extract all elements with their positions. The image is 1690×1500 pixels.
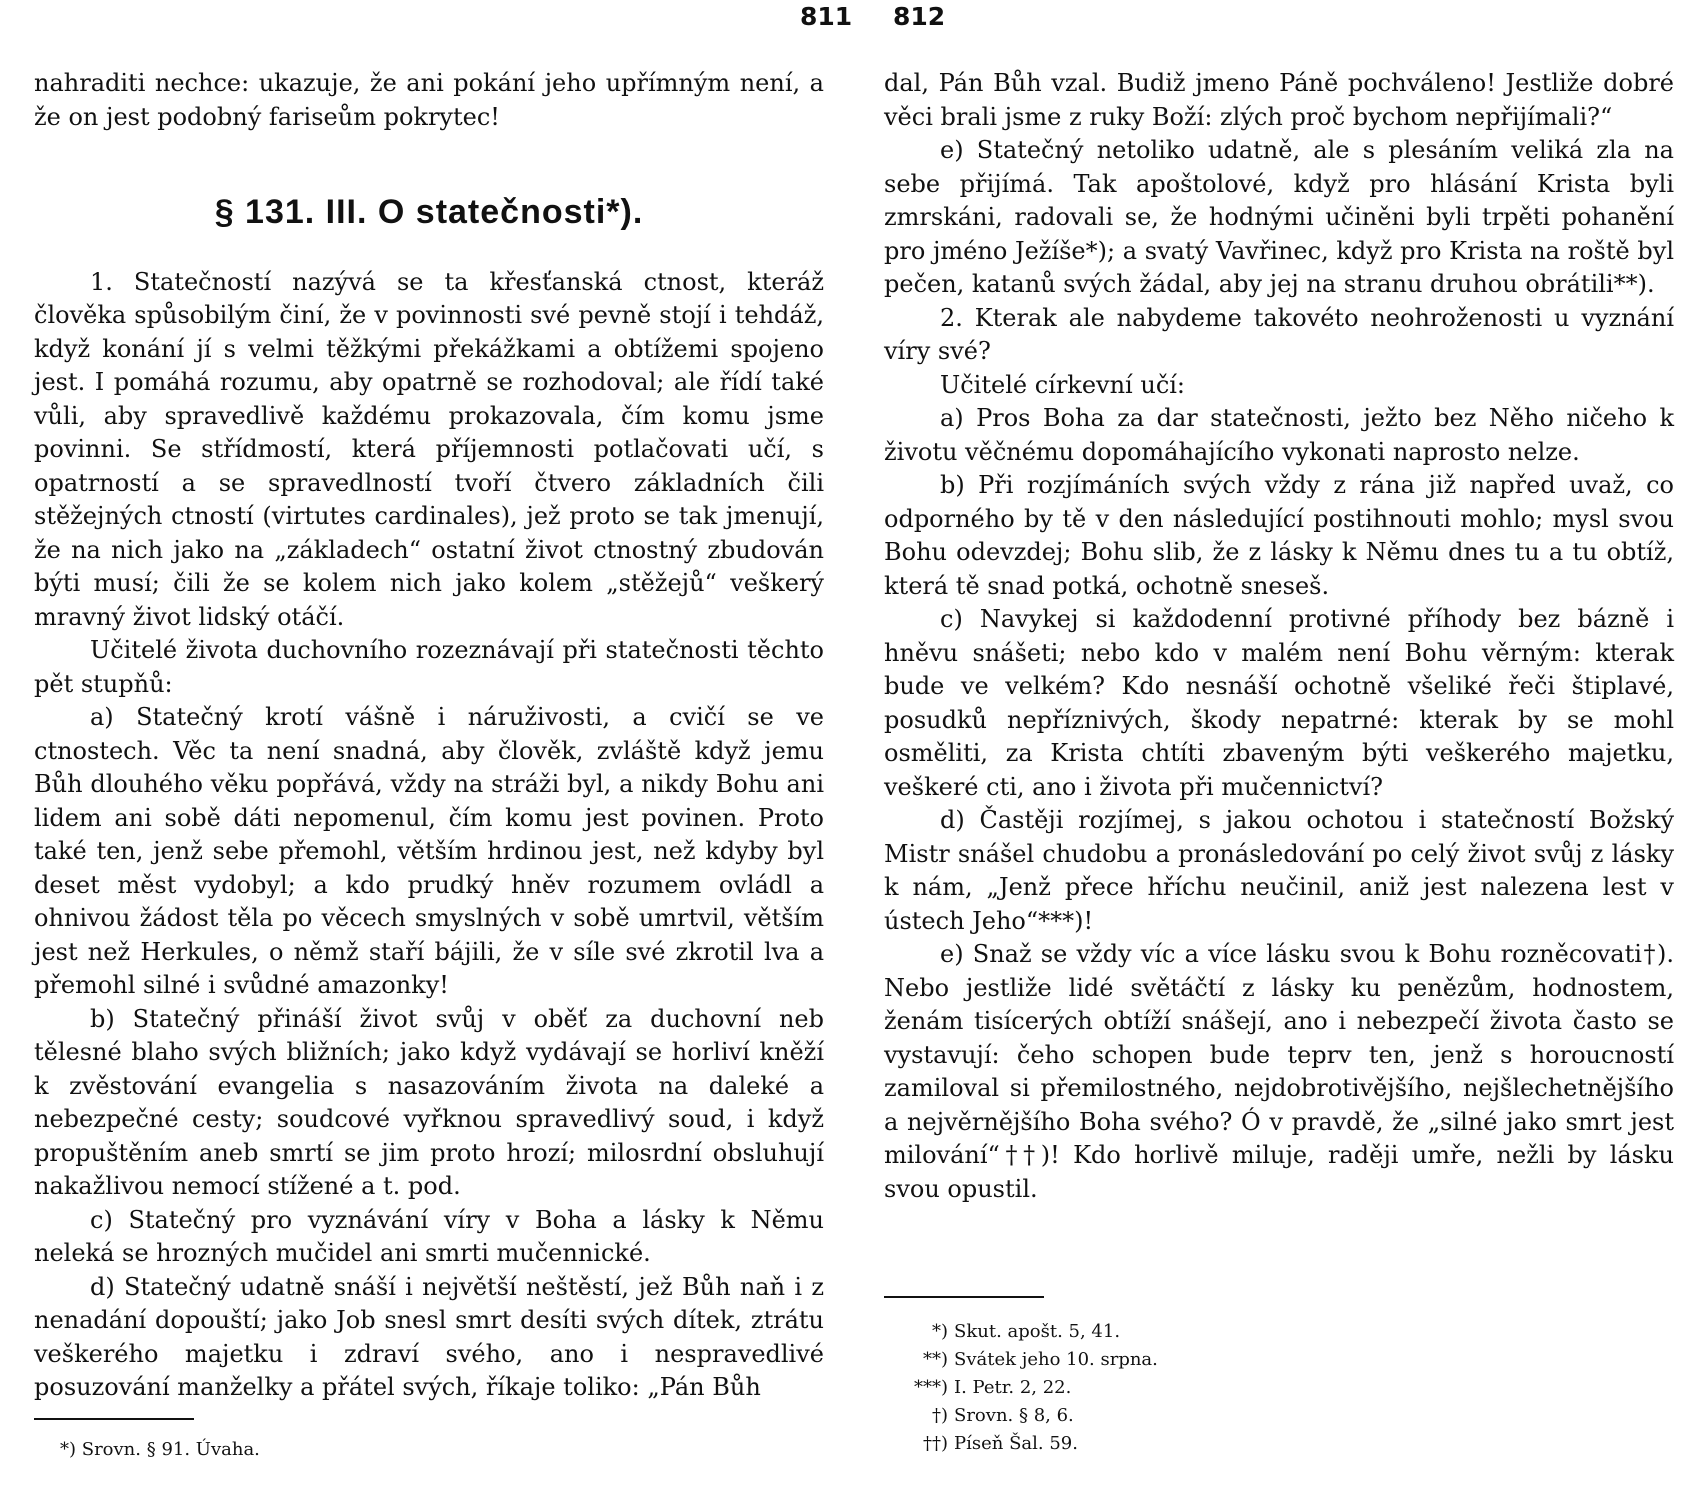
footnote-rule [884,1296,1044,1298]
footnote-mark: †) [931,1405,948,1426]
paragraph: a) Statečný krotí vášně i náruživosti, a cvičí se ve ctnostech. Věc ta není snadná, aby člověk, zvláště když jemu Bůh dlouhého věku popřává, vždy na stráži byl, a nikdy Bohu ani lidem ani sobě dáti nepomenul, čím komu jest povinen. Proto také ten, jenž sebe přemohl, větším hrdinou jest, než kdyby byl deset měst vydobyl; a kdo prudký hněv rozumem ovládl a ohnivou žádost těla po věcech smyslných v sobě umrtvil, větším jest než Herkules, o němž staří bájili, že v síle své zkrotil lva a přemohl silné i svůdné amazonky! [34,703,824,999]
footnote: *) Srovn. § 91. Úvaha. [60,1439,260,1460]
paragraph: b) Při rozjímáních svých vždy z rána již napřed uvaž, co odporného by tě v den následující postihnouti mohlo; mysl svou Bohu odevzdej; Bohu slib, že z lásky k Němu dnes tu a tu obtíž, která tě snad potká, ochotně sneseš. [884,471,1674,600]
section-heading: § 131. III. O statečnosti*). [214,193,644,231]
paragraph: Učitelé církevní učí: [940,370,1186,399]
footnote [896,1374,1158,1402]
paragraph: d) Častěji rozjímej, s jakou ochotou i statečností Božský Mistr snášel chudobu a pronásledování po celý život svůj z lásky k nám, „Jenž přece hříchu neučinil, aniž jest nalezena lest v ústech Jeho“***)! [884,806,1674,935]
left-page-text [34,67,824,1405]
paragraph: Učitelé života duchovního rozeznávají při statečnosti těchto pět stupňů: [34,636,824,698]
footnote [896,1346,1158,1374]
right-page-text [884,67,1674,1206]
paragraph: 2. Kterak ale nabydeme takovéto neohroženosti u vyznání víry své? [884,303,1674,365]
left-footnotes [60,1436,260,1464]
paragraph: e) Snaž se vždy víc a více lásku svou k Bohu rozněcovati†). Nebo jestliže lidé světáčtí z lásky ku penězům, hodnostem, ženám tisícerých obtíží snášejí, ano i nebezpečí života často se vystavují: čeho schopen bude teprv ten, jenž s horoucností zamiloval si přemilostného, nejdobrotivějšího, nejšlechetnějšího a nejvěrnějšího Boha svého? Ó v pravdě, že „silné jako smrt jest milování“††)! Kdo horlivě miluje, raději umře, nežli by lásku svou opustil. [884,940,1674,1203]
paragraph: a) Pros Boha za dar statečnosti, ježto bez Něho ničeho k životu věčnému dopomáhajícího vykonati naprosto nelze. [884,404,1674,466]
footnote-text: Svátek jeho 10. srpna. [954,1349,1158,1370]
footnote-mark: **) [922,1349,948,1370]
paragraph: b) Statečný přináší život svůj v oběť za duchovní neb tělesné blaho svých bližních; jako když vydávají se horliví kněží k zvěstování evangelia s nasazováním života na daleké a nebezpečné cesty; soudcové vyřknou spravedlivý soud, i když propuštěním aneb smrtí se jim proto hrozí; milosrdní obsluhují nakažlivou nemocí stížené a t. pod. [34,1004,824,1200]
footnote [896,1402,1158,1430]
paragraph: c) Navykej si každodenní protivné příhody bez bázně i hněvu snášeti; nebo kdo v malém není Bohu věrným: kterak bude ve velkém? Kdo nesnáší ochotně všeliké řeči štiplavé, posudků nepříznivých, škody nepatrné: kterak by se mohl osměliti, za Krista chtíti zbaveným býti veškerého majetku, veškeré cti, ano i života při mučennictví? [884,605,1674,801]
right-page-number: 812 [893,2,946,31]
right-footnotes [896,1318,1158,1458]
footnote-mark: ***) [913,1377,948,1398]
footnote-text: Píseň Šal. 59. [954,1433,1078,1454]
footnote-mark: ††) [922,1433,948,1454]
footnote [896,1430,1158,1458]
footnote-text: I. Petr. 2, 22. [954,1377,1072,1398]
paragraph: c) Statečný pro vyznávání víry v Boha a lásky k Němu neleká se hrozných mučidel ani smrti mučennické. [34,1205,824,1267]
footnote-rule [34,1418,194,1420]
left-page-number: 811 [800,2,853,31]
paragraph: d) Statečný udatně snáší i největší neštěstí, jež Bůh naň i z nenadání dopouští; jako Job snesl smrt desíti svých dítek, ztrátu veškerého majetku i zdraví svého, ano i nespravedlivé posuzování manželky a přátel svých, říkaje toliko: „Pán Bůh [34,1272,824,1401]
footnote-mark: *) [931,1321,948,1342]
paragraph: dal, Pán Bůh vzal. Budiž jmeno Páně pochváleno! Jestliže dobré věci brali jsme z ruky Boží: zlých proč bychom nepřijímali?“ [884,69,1674,131]
paragraph: 1. Statečností nazývá se ta křesťanská ctnost, kteráž člověka spůsobilým činí, že v povinnosti své pevně stojí i tehdáž, když konání jí s velmi těžkými překážkami a obtížemi spojeno jest. I pomáhá rozumu, aby opatrně se rozhodoval; ale řídí také vůli, aby spravedlivě každému prokazovala, čím komu jsme povinni. Se střídmostí, která příjemnosti potlačovati učí, s opatrností a se spravedlností tvoří čtvero základních čili stěžejných ctností (virtutes cardinales), jež proto se tak jmenují, že na nich jako na „základech“ ostatní život ctnostný zbudován býti musí; čili že se kolem nich jako kolem „stěžejů“ veškerý mravný život lidský otáčí. [34,267,824,631]
footnote-text: Srovn. § 8, 6. [954,1405,1074,1426]
paragraph: e) Statečný netoliko udatně, ale s plesáním veliká zla na sebe přijímá. Tak apoštolové, když pro hlásání Krista byli zmrskáni, radovali se, že hodnými učiněni byli trpěti pohanění pro jméno Ježíše*); a svatý Vavřinec, když pro Krista na roště byl pečen, katanů svých žádal, aby jej na stranu druhou obrátili**). [884,136,1674,298]
footnote [896,1318,1158,1346]
footnote-text: Skut. apošt. 5, 41. [954,1321,1121,1342]
paragraph: nahraditi nechce: ukazuje, že ani pokání jeho upřímným není, a že on jest podobný fariseům pokrytec! [34,69,824,131]
